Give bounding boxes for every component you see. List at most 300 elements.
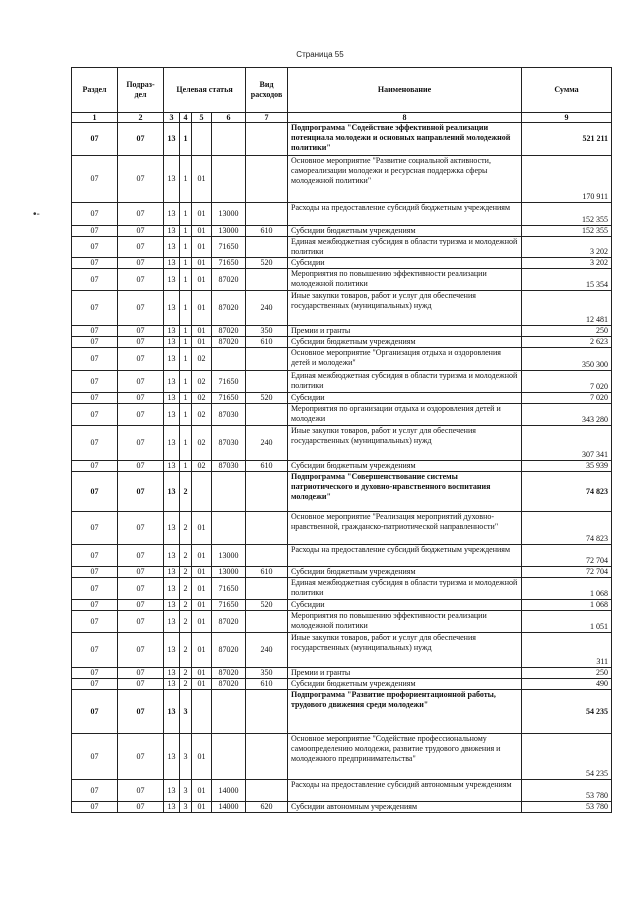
table-row bbox=[72, 371, 612, 393]
subprogram-code-cell: 1 bbox=[180, 461, 192, 472]
direction-code-cell: 87020 bbox=[212, 326, 246, 337]
expense-type-cell: 240 bbox=[246, 426, 288, 461]
razdel-cell: 07 bbox=[72, 578, 118, 600]
podrazdel-cell: 07 bbox=[118, 426, 164, 461]
subprogram-code-cell: 1 bbox=[180, 291, 192, 326]
razdel-cell: 07 bbox=[72, 226, 118, 237]
razdel-cell: 07 bbox=[72, 393, 118, 404]
table-row bbox=[72, 668, 612, 679]
program-code-cell: 13 bbox=[164, 337, 180, 348]
expense-type-cell bbox=[246, 472, 288, 512]
razdel-cell: 07 bbox=[72, 123, 118, 156]
podrazdel-cell: 07 bbox=[118, 226, 164, 237]
program-code-cell: 13 bbox=[164, 679, 180, 690]
name-cell: Субсидии автономным учреждениям bbox=[288, 802, 522, 813]
subprogram-code-cell: 1 bbox=[180, 258, 192, 269]
name-cell: Субсидии bbox=[288, 393, 522, 404]
direction-code-cell: 87020 bbox=[212, 633, 246, 668]
razdel-cell: 07 bbox=[72, 156, 118, 203]
razdel-cell: 07 bbox=[72, 690, 118, 734]
column-number: 9 bbox=[522, 113, 612, 123]
name-cell: Мероприятия по повышению эффективности реализации молодежной политики bbox=[288, 269, 522, 291]
sum-cell: 74 823 bbox=[522, 472, 612, 512]
sum-cell: 250 bbox=[522, 668, 612, 679]
subprogram-code-cell: 1 bbox=[180, 123, 192, 156]
expense-type-cell bbox=[246, 611, 288, 633]
expense-type-cell bbox=[246, 578, 288, 600]
sum-cell: 2 623 bbox=[522, 337, 612, 348]
table-row bbox=[72, 348, 612, 371]
expense-type-cell bbox=[246, 237, 288, 258]
column-number: 7 bbox=[246, 113, 288, 123]
direction-code-cell: 87020 bbox=[212, 291, 246, 326]
event-code-cell: 02 bbox=[192, 371, 212, 393]
event-code-cell: 01 bbox=[192, 269, 212, 291]
name-cell: Расходы на предоставление субсидий бюджетным учреждениям bbox=[288, 203, 522, 226]
program-code-cell: 13 bbox=[164, 545, 180, 567]
podrazdel-cell: 07 bbox=[118, 326, 164, 337]
direction-code-cell: 87030 bbox=[212, 461, 246, 472]
direction-code-cell: 71650 bbox=[212, 237, 246, 258]
subprogram-code-cell: 1 bbox=[180, 426, 192, 461]
podrazdel-cell: 07 bbox=[118, 404, 164, 426]
page-number: Страница 55 bbox=[296, 50, 344, 59]
subprogram-code-cell: 2 bbox=[180, 578, 192, 600]
razdel-cell: 07 bbox=[72, 679, 118, 690]
expense-type-cell bbox=[246, 371, 288, 393]
name-cell: Мероприятия по повышению эффективности реализации молодежной политики bbox=[288, 611, 522, 633]
razdel-cell: 07 bbox=[72, 426, 118, 461]
name-cell: Субсидии бюджетным учреждениям bbox=[288, 226, 522, 237]
name-cell: Субсидии бюджетным учреждениям bbox=[288, 337, 522, 348]
podrazdel-cell: 07 bbox=[118, 545, 164, 567]
table-row bbox=[72, 326, 612, 337]
column-number: 3 bbox=[164, 113, 180, 123]
razdel-cell: 07 bbox=[72, 668, 118, 679]
program-code-cell: 13 bbox=[164, 348, 180, 371]
direction-code-cell bbox=[212, 348, 246, 371]
name-cell: Основное мероприятие "Развитие социальной активности, самореализации молодежи и ресурсная поддержка сферы молодежной политики" bbox=[288, 156, 522, 203]
expense-type-cell: 610 bbox=[246, 337, 288, 348]
event-code-cell bbox=[192, 690, 212, 734]
table-row bbox=[72, 156, 612, 203]
sum-cell: 307 341 bbox=[522, 426, 612, 461]
table-row bbox=[72, 226, 612, 237]
event-code-cell: 01 bbox=[192, 679, 212, 690]
subprogram-code-cell: 1 bbox=[180, 269, 192, 291]
podrazdel-cell: 07 bbox=[118, 567, 164, 578]
direction-code-cell: 13000 bbox=[212, 226, 246, 237]
program-code-cell: 13 bbox=[164, 258, 180, 269]
table-row bbox=[72, 426, 612, 461]
name-cell: Основное мероприятие "Организация отдыха и оздоровления детей и молодежи" bbox=[288, 348, 522, 371]
table-row bbox=[72, 291, 612, 326]
podrazdel-cell: 07 bbox=[118, 123, 164, 156]
name-cell: Субсидии bbox=[288, 600, 522, 611]
subprogram-code-cell: 3 bbox=[180, 802, 192, 813]
podrazdel-cell: 07 bbox=[118, 291, 164, 326]
program-code-cell: 13 bbox=[164, 269, 180, 291]
expense-type-cell bbox=[246, 203, 288, 226]
podrazdel-cell: 07 bbox=[118, 600, 164, 611]
expense-type-cell: 240 bbox=[246, 633, 288, 668]
name-cell: Единая межбюджетная субсидия в области туризма и молодежной политики bbox=[288, 371, 522, 393]
sum-cell: 53 780 bbox=[522, 780, 612, 802]
subprogram-code-cell: 3 bbox=[180, 780, 192, 802]
header-podrazdel: Подраз-дел bbox=[118, 68, 164, 113]
program-code-cell: 13 bbox=[164, 461, 180, 472]
name-cell: Премии и гранты bbox=[288, 326, 522, 337]
program-code-cell: 13 bbox=[164, 567, 180, 578]
podrazdel-cell: 07 bbox=[118, 472, 164, 512]
header-celevaya-statya: Целевая статья bbox=[164, 68, 246, 113]
subprogram-code-cell: 2 bbox=[180, 600, 192, 611]
column-number: 4 bbox=[180, 113, 192, 123]
razdel-cell: 07 bbox=[72, 337, 118, 348]
column-number: 5 bbox=[192, 113, 212, 123]
column-number: 2 bbox=[118, 113, 164, 123]
podrazdel-cell: 07 bbox=[118, 679, 164, 690]
event-code-cell: 01 bbox=[192, 802, 212, 813]
header-razdel: Раздел bbox=[72, 68, 118, 113]
podrazdel-cell: 07 bbox=[118, 371, 164, 393]
podrazdel-cell: 07 bbox=[118, 690, 164, 734]
podrazdel-cell: 07 bbox=[118, 668, 164, 679]
name-cell: Основное мероприятие "Содействие профессиональному самоопределению молодежи, развитие трудового движения и молодежного предпринимательства" bbox=[288, 734, 522, 780]
name-cell: Основное мероприятие "Реализация мероприятий духовно-нравственной, гражданско-патриотической направленности" bbox=[288, 512, 522, 545]
direction-code-cell bbox=[212, 690, 246, 734]
header-naimenovanie: Наименование bbox=[288, 68, 522, 113]
podrazdel-cell: 07 bbox=[118, 348, 164, 371]
razdel-cell: 07 bbox=[72, 600, 118, 611]
program-code-cell: 13 bbox=[164, 203, 180, 226]
program-code-cell: 13 bbox=[164, 472, 180, 512]
sum-cell: 152 355 bbox=[522, 203, 612, 226]
column-number-row bbox=[72, 113, 612, 123]
subprogram-code-cell: 1 bbox=[180, 326, 192, 337]
sum-cell: 490 bbox=[522, 679, 612, 690]
direction-code-cell: 87020 bbox=[212, 611, 246, 633]
sum-cell: 250 bbox=[522, 326, 612, 337]
event-code-cell: 02 bbox=[192, 393, 212, 404]
razdel-cell: 07 bbox=[72, 545, 118, 567]
expense-type-cell bbox=[246, 734, 288, 780]
event-code-cell: 01 bbox=[192, 326, 212, 337]
column-number: 1 bbox=[72, 113, 118, 123]
table-row bbox=[72, 269, 612, 291]
table-row bbox=[72, 203, 612, 226]
expense-type-cell bbox=[246, 545, 288, 567]
razdel-cell: 07 bbox=[72, 237, 118, 258]
subprogram-code-cell: 2 bbox=[180, 611, 192, 633]
subprogram-code-cell: 1 bbox=[180, 226, 192, 237]
podrazdel-cell: 07 bbox=[118, 578, 164, 600]
expense-type-cell bbox=[246, 690, 288, 734]
expense-type-cell bbox=[246, 780, 288, 802]
name-cell: Иные закупки товаров, работ и услуг для обеспечения государственных (муниципальных) нужд bbox=[288, 291, 522, 326]
event-code-cell: 02 bbox=[192, 404, 212, 426]
table-row bbox=[72, 512, 612, 545]
subprogram-code-cell: 1 bbox=[180, 404, 192, 426]
program-code-cell: 13 bbox=[164, 633, 180, 668]
razdel-cell: 07 bbox=[72, 633, 118, 668]
subprogram-code-cell: 3 bbox=[180, 734, 192, 780]
podrazdel-cell: 07 bbox=[118, 237, 164, 258]
expense-type-cell: 620 bbox=[246, 802, 288, 813]
table-row bbox=[72, 472, 612, 512]
event-code-cell: 01 bbox=[192, 226, 212, 237]
sum-cell: 54 235 bbox=[522, 734, 612, 780]
podrazdel-cell: 07 bbox=[118, 156, 164, 203]
podrazdel-cell: 07 bbox=[118, 802, 164, 813]
table-row bbox=[72, 633, 612, 668]
header-row bbox=[72, 68, 612, 113]
expense-type-cell: 610 bbox=[246, 226, 288, 237]
table-row bbox=[72, 780, 612, 802]
event-code-cell: 01 bbox=[192, 633, 212, 668]
direction-code-cell: 87020 bbox=[212, 679, 246, 690]
razdel-cell: 07 bbox=[72, 269, 118, 291]
razdel-cell: 07 bbox=[72, 734, 118, 780]
direction-code-cell: 71650 bbox=[212, 578, 246, 600]
sum-cell: 170 911 bbox=[522, 156, 612, 203]
direction-code-cell: 13000 bbox=[212, 203, 246, 226]
event-code-cell: 01 bbox=[192, 600, 212, 611]
name-cell: Субсидии bbox=[288, 258, 522, 269]
sum-cell: 350 300 bbox=[522, 348, 612, 371]
razdel-cell: 07 bbox=[72, 512, 118, 545]
program-code-cell: 13 bbox=[164, 780, 180, 802]
podrazdel-cell: 07 bbox=[118, 258, 164, 269]
name-cell: Расходы на предоставление субсидий бюджетным учреждениям bbox=[288, 545, 522, 567]
expense-type-cell: 610 bbox=[246, 567, 288, 578]
event-code-cell: 02 bbox=[192, 461, 212, 472]
program-code-cell: 13 bbox=[164, 156, 180, 203]
name-cell: Расходы на предоставление субсидий автономным учреждениям bbox=[288, 780, 522, 802]
event-code-cell: 01 bbox=[192, 780, 212, 802]
expense-type-cell: 520 bbox=[246, 600, 288, 611]
event-code-cell bbox=[192, 123, 212, 156]
table-row bbox=[72, 567, 612, 578]
sum-cell: 54 235 bbox=[522, 690, 612, 734]
sum-cell: 74 823 bbox=[522, 512, 612, 545]
sum-cell: 35 939 bbox=[522, 461, 612, 472]
header-vid-rashodov: Вид расходов bbox=[246, 68, 288, 113]
razdel-cell: 07 bbox=[72, 326, 118, 337]
table-row bbox=[72, 600, 612, 611]
razdel-cell: 07 bbox=[72, 404, 118, 426]
podrazdel-cell: 07 bbox=[118, 633, 164, 668]
program-code-cell: 13 bbox=[164, 326, 180, 337]
sum-cell: 72 704 bbox=[522, 545, 612, 567]
event-code-cell: 01 bbox=[192, 545, 212, 567]
name-cell: Подпрограмма "Совершенствование системы патриотического и духовно-нравственного воспитания молодежи" bbox=[288, 472, 522, 512]
event-code-cell bbox=[192, 472, 212, 512]
razdel-cell: 07 bbox=[72, 291, 118, 326]
razdel-cell: 07 bbox=[72, 348, 118, 371]
column-number: 6 bbox=[212, 113, 246, 123]
sum-cell: 53 780 bbox=[522, 802, 612, 813]
program-code-cell: 13 bbox=[164, 226, 180, 237]
event-code-cell: 01 bbox=[192, 734, 212, 780]
podrazdel-cell: 07 bbox=[118, 512, 164, 545]
expense-type-cell: 610 bbox=[246, 679, 288, 690]
subprogram-code-cell: 2 bbox=[180, 472, 192, 512]
sum-cell: 1 068 bbox=[522, 578, 612, 600]
sum-cell: 311 bbox=[522, 633, 612, 668]
podrazdel-cell: 07 bbox=[118, 393, 164, 404]
subprogram-code-cell: 2 bbox=[180, 567, 192, 578]
subprogram-code-cell: 1 bbox=[180, 337, 192, 348]
direction-code-cell: 71650 bbox=[212, 393, 246, 404]
razdel-cell: 07 bbox=[72, 780, 118, 802]
name-cell: Единая межбюджетная субсидия в области туризма и молодежной политики bbox=[288, 237, 522, 258]
table-row bbox=[72, 258, 612, 269]
sum-cell: 15 354 bbox=[522, 269, 612, 291]
table-row bbox=[72, 611, 612, 633]
sum-cell: 1 068 bbox=[522, 600, 612, 611]
sum-cell: 3 202 bbox=[522, 258, 612, 269]
table-row bbox=[72, 337, 612, 348]
program-code-cell: 13 bbox=[164, 600, 180, 611]
table-row bbox=[72, 237, 612, 258]
sum-cell: 72 704 bbox=[522, 567, 612, 578]
direction-code-cell: 71650 bbox=[212, 371, 246, 393]
podrazdel-cell: 07 bbox=[118, 461, 164, 472]
expense-type-cell bbox=[246, 123, 288, 156]
program-code-cell: 13 bbox=[164, 690, 180, 734]
subprogram-code-cell: 1 bbox=[180, 237, 192, 258]
sum-cell: 152 355 bbox=[522, 226, 612, 237]
table-row bbox=[72, 123, 612, 156]
razdel-cell: 07 bbox=[72, 567, 118, 578]
direction-code-cell: 87020 bbox=[212, 269, 246, 291]
razdel-cell: 07 bbox=[72, 611, 118, 633]
name-cell: Подпрограмма "Содействие эффективной реализации потенциала молодежи и основных направлений молодежной политики" bbox=[288, 123, 522, 156]
event-code-cell: 02 bbox=[192, 426, 212, 461]
program-code-cell: 13 bbox=[164, 237, 180, 258]
sum-cell: 7 020 bbox=[522, 393, 612, 404]
sum-cell: 12 481 bbox=[522, 291, 612, 326]
table-row bbox=[72, 734, 612, 780]
expense-type-cell bbox=[246, 348, 288, 371]
sum-cell: 1 051 bbox=[522, 611, 612, 633]
program-code-cell: 13 bbox=[164, 734, 180, 780]
program-code-cell: 13 bbox=[164, 371, 180, 393]
subprogram-code-cell: 2 bbox=[180, 545, 192, 567]
name-cell: Субсидии бюджетным учреждениям bbox=[288, 461, 522, 472]
direction-code-cell bbox=[212, 472, 246, 512]
direction-code-cell bbox=[212, 512, 246, 545]
column-number: 8 bbox=[288, 113, 522, 123]
event-code-cell: 01 bbox=[192, 578, 212, 600]
table-row bbox=[72, 404, 612, 426]
subprogram-code-cell: 2 bbox=[180, 679, 192, 690]
program-code-cell: 13 bbox=[164, 512, 180, 545]
direction-code-cell: 87020 bbox=[212, 668, 246, 679]
name-cell: Подпрограмма "Развитие профориентационной работы, трудового движения среди молодежи" bbox=[288, 690, 522, 734]
program-code-cell: 13 bbox=[164, 668, 180, 679]
subprogram-code-cell: 1 bbox=[180, 203, 192, 226]
razdel-cell: 07 bbox=[72, 203, 118, 226]
event-code-cell: 01 bbox=[192, 668, 212, 679]
sum-cell: 343 280 bbox=[522, 404, 612, 426]
event-code-cell: 01 bbox=[192, 567, 212, 578]
podrazdel-cell: 07 bbox=[118, 734, 164, 780]
program-code-cell: 13 bbox=[164, 404, 180, 426]
razdel-cell: 07 bbox=[72, 371, 118, 393]
program-code-cell: 13 bbox=[164, 123, 180, 156]
name-cell: Иные закупки товаров, работ и услуг для обеспечения государственных (муниципальных) нужд bbox=[288, 426, 522, 461]
direction-code-cell: 71650 bbox=[212, 258, 246, 269]
direction-code-cell: 87030 bbox=[212, 404, 246, 426]
expense-type-cell: 520 bbox=[246, 393, 288, 404]
table-row bbox=[72, 461, 612, 472]
direction-code-cell: 13000 bbox=[212, 567, 246, 578]
program-code-cell: 13 bbox=[164, 291, 180, 326]
podrazdel-cell: 07 bbox=[118, 203, 164, 226]
table-row bbox=[72, 578, 612, 600]
direction-code-cell bbox=[212, 123, 246, 156]
expense-type-cell: 350 bbox=[246, 326, 288, 337]
event-code-cell: 01 bbox=[192, 512, 212, 545]
expense-type-cell: 240 bbox=[246, 291, 288, 326]
podrazdel-cell: 07 bbox=[118, 611, 164, 633]
razdel-cell: 07 bbox=[72, 802, 118, 813]
table-row bbox=[72, 545, 612, 567]
sum-cell: 7 020 bbox=[522, 371, 612, 393]
table-row bbox=[72, 393, 612, 404]
event-code-cell: 01 bbox=[192, 291, 212, 326]
name-cell: Премии и гранты bbox=[288, 668, 522, 679]
podrazdel-cell: 07 bbox=[118, 337, 164, 348]
direction-code-cell: 14000 bbox=[212, 802, 246, 813]
expense-type-cell bbox=[246, 269, 288, 291]
podrazdel-cell: 07 bbox=[118, 780, 164, 802]
table-row bbox=[72, 679, 612, 690]
name-cell: Субсидии бюджетным учреждениям bbox=[288, 567, 522, 578]
direction-code-cell: 13000 bbox=[212, 545, 246, 567]
subprogram-code-cell: 3 bbox=[180, 690, 192, 734]
expense-type-cell: 520 bbox=[246, 258, 288, 269]
event-code-cell: 01 bbox=[192, 611, 212, 633]
event-code-cell: 01 bbox=[192, 237, 212, 258]
expense-type-cell bbox=[246, 404, 288, 426]
event-code-cell: 02 bbox=[192, 348, 212, 371]
subprogram-code-cell: 1 bbox=[180, 371, 192, 393]
expense-type-cell: 350 bbox=[246, 668, 288, 679]
expense-type-cell bbox=[246, 156, 288, 203]
subprogram-code-cell: 2 bbox=[180, 668, 192, 679]
direction-code-cell bbox=[212, 156, 246, 203]
table-row bbox=[72, 802, 612, 813]
sum-cell: 521 211 bbox=[522, 123, 612, 156]
direction-code-cell: 14000 bbox=[212, 780, 246, 802]
subprogram-code-cell: 2 bbox=[180, 512, 192, 545]
budget-table bbox=[71, 67, 612, 813]
program-code-cell: 13 bbox=[164, 426, 180, 461]
direction-code-cell: 87030 bbox=[212, 426, 246, 461]
expense-type-cell bbox=[246, 512, 288, 545]
name-cell: Иные закупки товаров, работ и услуг для обеспечения государственных (муниципальных) нужд bbox=[288, 633, 522, 668]
expense-type-cell: 610 bbox=[246, 461, 288, 472]
event-code-cell: 01 bbox=[192, 203, 212, 226]
sum-cell: 3 202 bbox=[522, 237, 612, 258]
program-code-cell: 13 bbox=[164, 578, 180, 600]
program-code-cell: 13 bbox=[164, 802, 180, 813]
podrazdel-cell: 07 bbox=[118, 269, 164, 291]
subprogram-code-cell: 1 bbox=[180, 156, 192, 203]
